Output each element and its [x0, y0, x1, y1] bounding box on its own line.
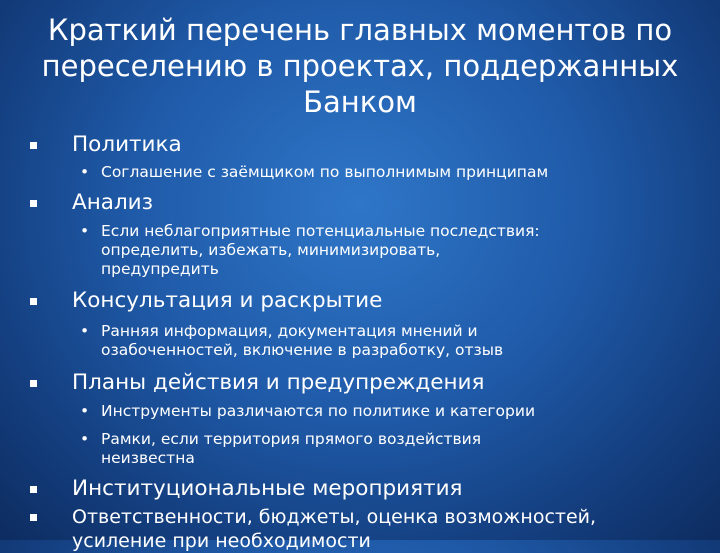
sub-bullet-text: Рамки, если территория прямого воздействия	[101, 430, 482, 448]
bullet-label-line-1: Ответственности, бюджеты, оценка возможностей,	[72, 506, 597, 528]
slide-title-line-2: переселению в проектах, поддержанных	[41, 49, 679, 83]
square-bullet-icon	[30, 486, 37, 493]
sub-bullet-text: Ранняя информация, документация мнений и	[101, 322, 478, 340]
bullet-label: Политика	[72, 132, 182, 157]
sub-bullet-text: предупредить	[101, 260, 219, 278]
square-bullet-icon	[30, 298, 37, 305]
sub-bullet-text: Соглашение с заёмщиком по выполнимым принципам	[101, 163, 549, 181]
slide-title-line-3: Банком	[303, 85, 417, 119]
dot-bullet-icon: •	[80, 222, 90, 240]
bullet-label: Консультация и раскрытие	[72, 288, 383, 313]
square-bullet-icon	[30, 142, 37, 149]
sub-bullet-text: озабоченностей, включение в разработку, отзыв	[101, 341, 504, 359]
square-bullet-icon	[30, 514, 37, 521]
dot-bullet-icon: •	[80, 322, 90, 340]
sub-bullet-text: определить, избежать, минимизировать,	[101, 241, 441, 259]
sub-bullet-text: Если неблагоприятные потенциальные последствия:	[101, 222, 540, 240]
square-bullet-icon	[30, 200, 37, 207]
dot-bullet-icon: •	[80, 402, 90, 420]
square-bullet-icon	[30, 380, 37, 387]
sub-bullet-text: неизвестна	[101, 449, 195, 467]
sub-bullet-text: Инструменты различаются по политике и категории	[101, 402, 536, 420]
bullet-label-line-2: усиление при необходимости	[72, 530, 371, 552]
slide-title-line-1: Краткий перечень главных моментов по	[47, 13, 673, 47]
bullet-label: Анализ	[72, 190, 154, 215]
bullet-label: Планы действия и предупреждения	[72, 370, 485, 395]
dot-bullet-icon: •	[80, 430, 90, 448]
bullet-label: Институциональные мероприятия	[72, 476, 463, 501]
slide-title	[40, 12, 680, 120]
dot-bullet-icon: •	[80, 163, 90, 181]
